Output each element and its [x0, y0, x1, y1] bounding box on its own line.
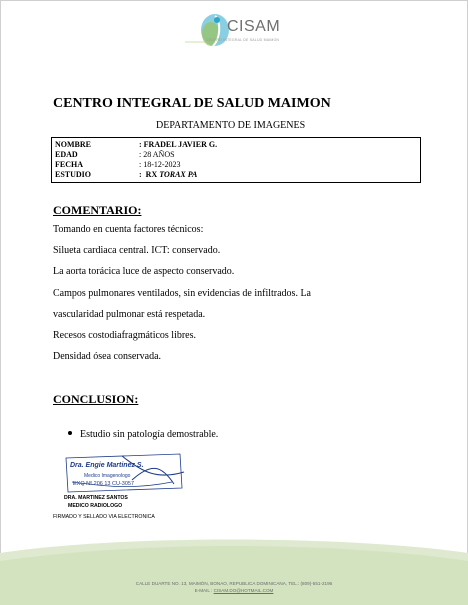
study-label: ESTUDIO — [55, 170, 92, 179]
study-value: TORAX PA — [159, 170, 198, 179]
comment-line: Densidad ósea conservada. — [53, 351, 162, 362]
name-value: : FRADEL JAVIER G. — [139, 140, 218, 149]
comment-line: vascularidad pulmonar está respetada. — [53, 309, 206, 320]
footer-wave — [0, 535, 468, 605]
document-title: CENTRO INTEGRAL DE SALUD MAIMON — [53, 96, 331, 111]
signature-note: FIRMADO Y SELLADO VIA ELECTRONICA — [53, 514, 155, 520]
department: DEPARTAMENTO DE IMAGENES — [156, 120, 306, 131]
stamp-name: Dra. Engie Martinez S. — [70, 462, 144, 469]
comment-line: Campos pulmonares ventilados, sin evidencias de infiltrados. La — [53, 288, 311, 299]
bullet-icon — [68, 431, 72, 435]
stamp-role: Medico Imagenologo — [84, 473, 131, 479]
conclusion-heading: CONCLUSION: — [53, 392, 139, 406]
patient-date-row — [55, 160, 181, 169]
patient-age-row — [55, 150, 175, 159]
date-label: FECHA — [55, 160, 83, 169]
stamp-exequatur: EXQ Nº 206 13 CU-3057 — [73, 481, 135, 487]
logo-name: CISAM — [227, 18, 281, 35]
comment-line: Silueta cardiaca central. ICT: conservado. — [53, 245, 221, 256]
footer-email-line — [0, 588, 468, 593]
footer-address: CALLE DUARTE NO. 13, MAIMÓN, BONAO, REPUBLICA DOMINICANA, TEL.: (809)-551-2196 — [135, 581, 333, 586]
footer-email[interactable]: CISAM.DO@HOTMAIL.COM — [213, 588, 274, 593]
date-value: : 18-12-2023 — [139, 160, 181, 169]
logo-subtitle: CENTRO INTEGRAL DE SALUD MAIMON — [206, 38, 280, 42]
conclusion-item: Estudio sin patología demostrable. — [80, 429, 219, 440]
doctor-name: DRA. MARTINEZ SANTOS — [64, 495, 128, 501]
age-label: EDAD — [55, 150, 78, 159]
footer-email-label: E-MAIL : — [194, 588, 214, 593]
patient-info-box — [51, 137, 421, 183]
patient-name-row — [55, 140, 217, 149]
name-label: NOMBRE — [55, 140, 91, 149]
comment-line: Recesos costodiafragmáticos libres. — [53, 330, 197, 341]
comment-line: La aorta torácica luce de aspecto conservado. — [53, 266, 235, 277]
patient-study-row — [55, 170, 197, 179]
age-value: : 28 AÑOS — [139, 150, 175, 159]
doctor-role: MEDICO RADIOLOGO — [68, 503, 123, 509]
comment-heading: COMENTARIO: — [53, 203, 142, 217]
study-prefix: : RX — [139, 170, 160, 179]
comment-line: Tomando en cuenta factores técnicos: — [53, 224, 204, 235]
